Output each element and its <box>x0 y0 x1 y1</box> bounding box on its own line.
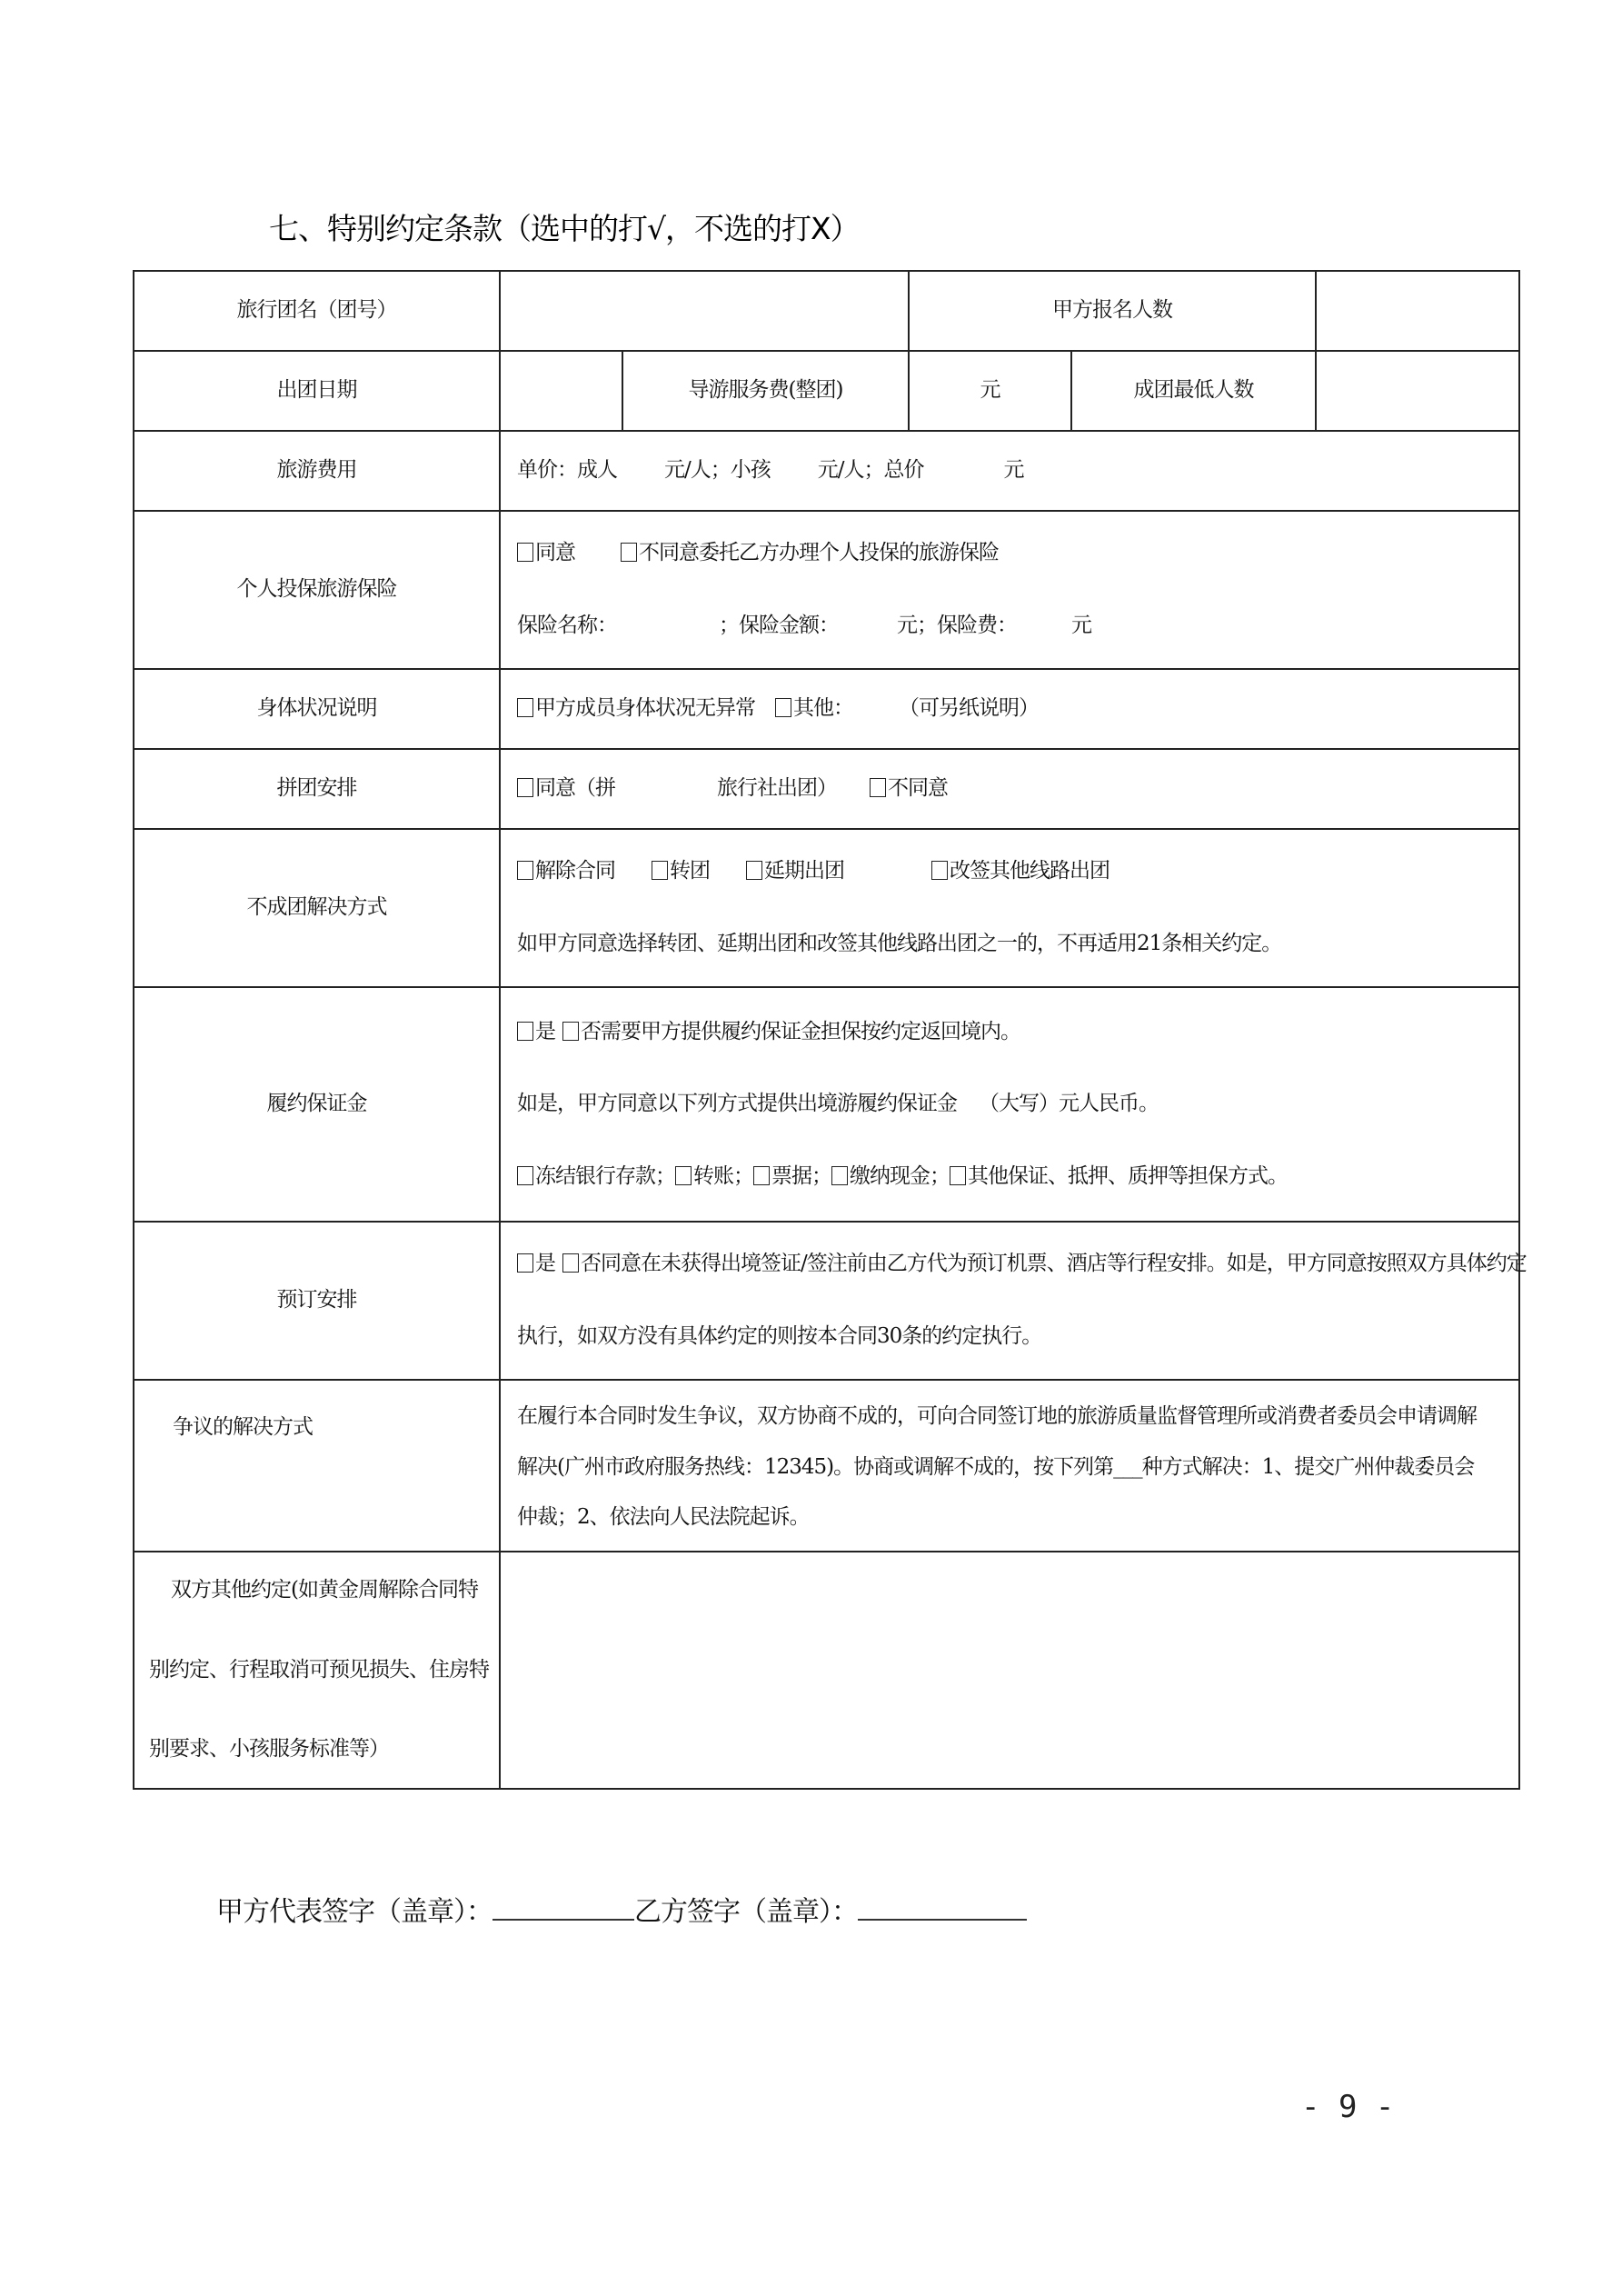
dispute-line2b: 种方式解决：1、提交广州仲裁委员会 <box>1141 1454 1475 1479</box>
party-a-headcount-field[interactable] <box>1316 271 1519 351</box>
party-a-signature-field[interactable] <box>493 1918 634 1921</box>
deposit-no-checkbox[interactable] <box>562 1022 579 1041</box>
tour-group-name-field[interactable] <box>500 271 909 351</box>
page-number: - 9 - <box>1301 2089 1395 2125</box>
health-note: （可另纸说明） <box>899 696 1039 721</box>
other-guarantee-label: 其他保证、抵押、质押等担保方式。 <box>968 1163 1288 1188</box>
merge-agree-checkbox[interactable] <box>517 778 533 797</box>
guide-fee-label: 导游服务费(整团) <box>622 351 909 431</box>
merge-disagree-checkbox[interactable] <box>870 778 886 797</box>
performance-deposit-content <box>500 987 1519 1222</box>
row-booking <box>134 1222 1519 1380</box>
cash-label: 缴纳现金； <box>850 1163 950 1188</box>
row-group-merge <box>134 749 1519 829</box>
group-merge-content <box>500 749 1519 829</box>
adult-unit-label: 元/人；小孩 <box>664 458 771 483</box>
row-group-failure <box>134 829 1519 987</box>
signature-line <box>216 1889 1027 1929</box>
booking-arrangement-label: 预订安排 <box>134 1222 500 1380</box>
departure-date-field[interactable] <box>500 351 622 431</box>
insurance-name-label: 保险名称： <box>517 614 617 637</box>
dispute-line3: 仲裁；2、依法向人民法院起诉。 <box>517 1505 810 1530</box>
dispute-resolution-content <box>500 1380 1519 1552</box>
deposit-yes-checkbox[interactable] <box>517 1022 533 1041</box>
group-merge-label: 拼团安排 <box>134 749 500 829</box>
insurance-label: 个人投保旅游保险 <box>134 511 500 669</box>
booking-yes-label: 是 <box>535 1252 555 1276</box>
change-route-checkbox[interactable] <box>931 861 948 880</box>
child-unit-label: 元/人；总价 <box>817 458 924 483</box>
insurance-amount-label: ；保险金额： <box>719 614 839 637</box>
transfer-checkbox[interactable] <box>675 1166 692 1185</box>
other-agreements-label-line2: 别约定、行程取消可预见损失、住房特 <box>149 1657 489 1682</box>
group-failure-label: 不成团解决方式 <box>134 829 500 987</box>
health-normal-checkbox[interactable] <box>517 698 533 717</box>
booking-line1: 否同意在未获得出境签证/签注前由乙方代为预订机票、酒店等行程安排。如是，甲方同意按照双方具体约定 <box>581 1252 1527 1276</box>
change-route-label: 改签其他线路出团 <box>950 859 1110 883</box>
deposit-amount-prefix: 如是，甲方同意以下列方式提供出境游履约保证金 <box>517 1092 957 1116</box>
terminate-contract-checkbox[interactable] <box>517 861 533 880</box>
party-a-headcount-label: 甲方报名人数 <box>909 271 1316 351</box>
other-agreements-label-line3: 别要求、小孩服务标准等） <box>149 1737 389 1762</box>
insurance-agree-label: 同意 <box>535 541 575 565</box>
group-failure-note: 如甲方同意选择转团、延期出团和改签其他线路出团之一的，不再适用21条相关约定。 <box>517 932 1282 955</box>
postpone-departure-checkbox[interactable] <box>746 861 762 880</box>
insurance-fee-unit: 元 <box>1071 614 1091 637</box>
transfer-label: 转账； <box>693 1163 753 1188</box>
cash-checkbox[interactable] <box>831 1166 848 1185</box>
terminate-contract-label: 解除合同 <box>535 859 615 883</box>
insurance-agree-checkbox[interactable] <box>517 543 533 562</box>
dispute-method-blank[interactable]: ___ <box>1113 1454 1142 1479</box>
guide-fee-unit[interactable]: 元 <box>909 351 1071 431</box>
row-other-agreements <box>134 1552 1519 1789</box>
performance-deposit-label: 履约保证金 <box>134 987 500 1222</box>
row-insurance <box>134 511 1519 669</box>
party-b-signature-field[interactable] <box>858 1918 1027 1921</box>
insurance-fee-label: 元；保险费： <box>897 614 1017 637</box>
group-failure-content <box>500 829 1519 987</box>
health-other-label: 其他： <box>793 696 853 721</box>
dispute-line2a: 解决(广州市政府服务热线：12345)。协商或调解不成的，按下列第 <box>517 1454 1114 1479</box>
health-normal-label: 甲方成员身体状况无异常 <box>535 696 755 721</box>
other-guarantee-checkbox[interactable] <box>950 1166 966 1185</box>
row-travel-cost <box>134 431 1519 511</box>
row-departure <box>134 351 1519 431</box>
total-unit-label: 元 <box>1003 458 1024 483</box>
booking-yes-checkbox[interactable] <box>517 1253 533 1273</box>
section-title: 七、特别约定条款（选中的打√，不选的打X） <box>269 211 860 246</box>
merge-agree-label: 同意（拼 <box>535 776 615 801</box>
unit-price-adult-label: 单价：成人 <box>517 458 617 483</box>
frozen-deposit-checkbox[interactable] <box>517 1166 533 1185</box>
other-agreements-label-line1: 双方其他约定(如黄金周解除合同特 <box>171 1578 478 1602</box>
health-status-label: 身体状况说明 <box>134 669 500 749</box>
transfer-group-checkbox[interactable] <box>652 861 668 880</box>
bill-label: 票据； <box>771 1163 831 1188</box>
departure-date-label: 出团日期 <box>134 351 500 431</box>
row-dispute <box>134 1380 1519 1552</box>
booking-line2: 执行，如双方没有具体约定的则按本合同30条的约定执行。 <box>517 1324 1042 1348</box>
row-health <box>134 669 1519 749</box>
other-agreements-field[interactable] <box>500 1552 1519 1789</box>
deposit-no-label: 否需要甲方提供履约保证金担保按约定返回境内。 <box>581 1019 1020 1043</box>
min-group-size-field[interactable] <box>1316 351 1519 431</box>
health-other-checkbox[interactable] <box>775 698 791 717</box>
tour-group-name-label: 旅行团名（团号） <box>134 271 500 351</box>
merge-agency-suffix: 旅行社出团） <box>717 776 837 801</box>
deposit-yes-label: 是 <box>535 1019 555 1043</box>
health-status-content <box>500 669 1519 749</box>
merge-disagree-label: 不同意 <box>888 776 948 801</box>
row-tour-group <box>134 271 1519 351</box>
insurance-content <box>500 511 1519 669</box>
deposit-amount-suffix: （大写）元人民币。 <box>979 1092 1159 1116</box>
booking-arrangement-content <box>500 1222 1527 1380</box>
travel-cost-content <box>500 431 1519 511</box>
insurance-disagree-label: 不同意委托乙方办理个人投保的旅游保险 <box>639 541 999 565</box>
postpone-departure-label: 延期出团 <box>764 859 844 883</box>
special-terms-table <box>133 270 1527 1790</box>
party-a-signature-label: 甲方代表签字（盖章）： <box>216 1896 493 1928</box>
frozen-deposit-label: 冻结银行存款； <box>535 1163 675 1188</box>
travel-cost-label: 旅游费用 <box>134 431 500 511</box>
min-group-size-label: 成团最低人数 <box>1071 351 1316 431</box>
row-performance-deposit <box>134 987 1519 1222</box>
dispute-line1: 在履行本合同时发生争议，双方协商不成的，可向合同签订地的旅游质量监督管理所或消费者委员会申请调解 <box>517 1404 1477 1428</box>
bill-checkbox[interactable] <box>753 1166 770 1185</box>
party-b-signature-label: 乙方签字（盖章）： <box>634 1896 858 1928</box>
booking-no-checkbox[interactable] <box>562 1253 579 1273</box>
dispute-resolution-label: 争议的解决方式 <box>134 1380 500 1552</box>
transfer-group-label: 转团 <box>670 859 710 883</box>
insurance-disagree-checkbox[interactable] <box>621 543 637 562</box>
other-agreements-label <box>134 1552 500 1789</box>
